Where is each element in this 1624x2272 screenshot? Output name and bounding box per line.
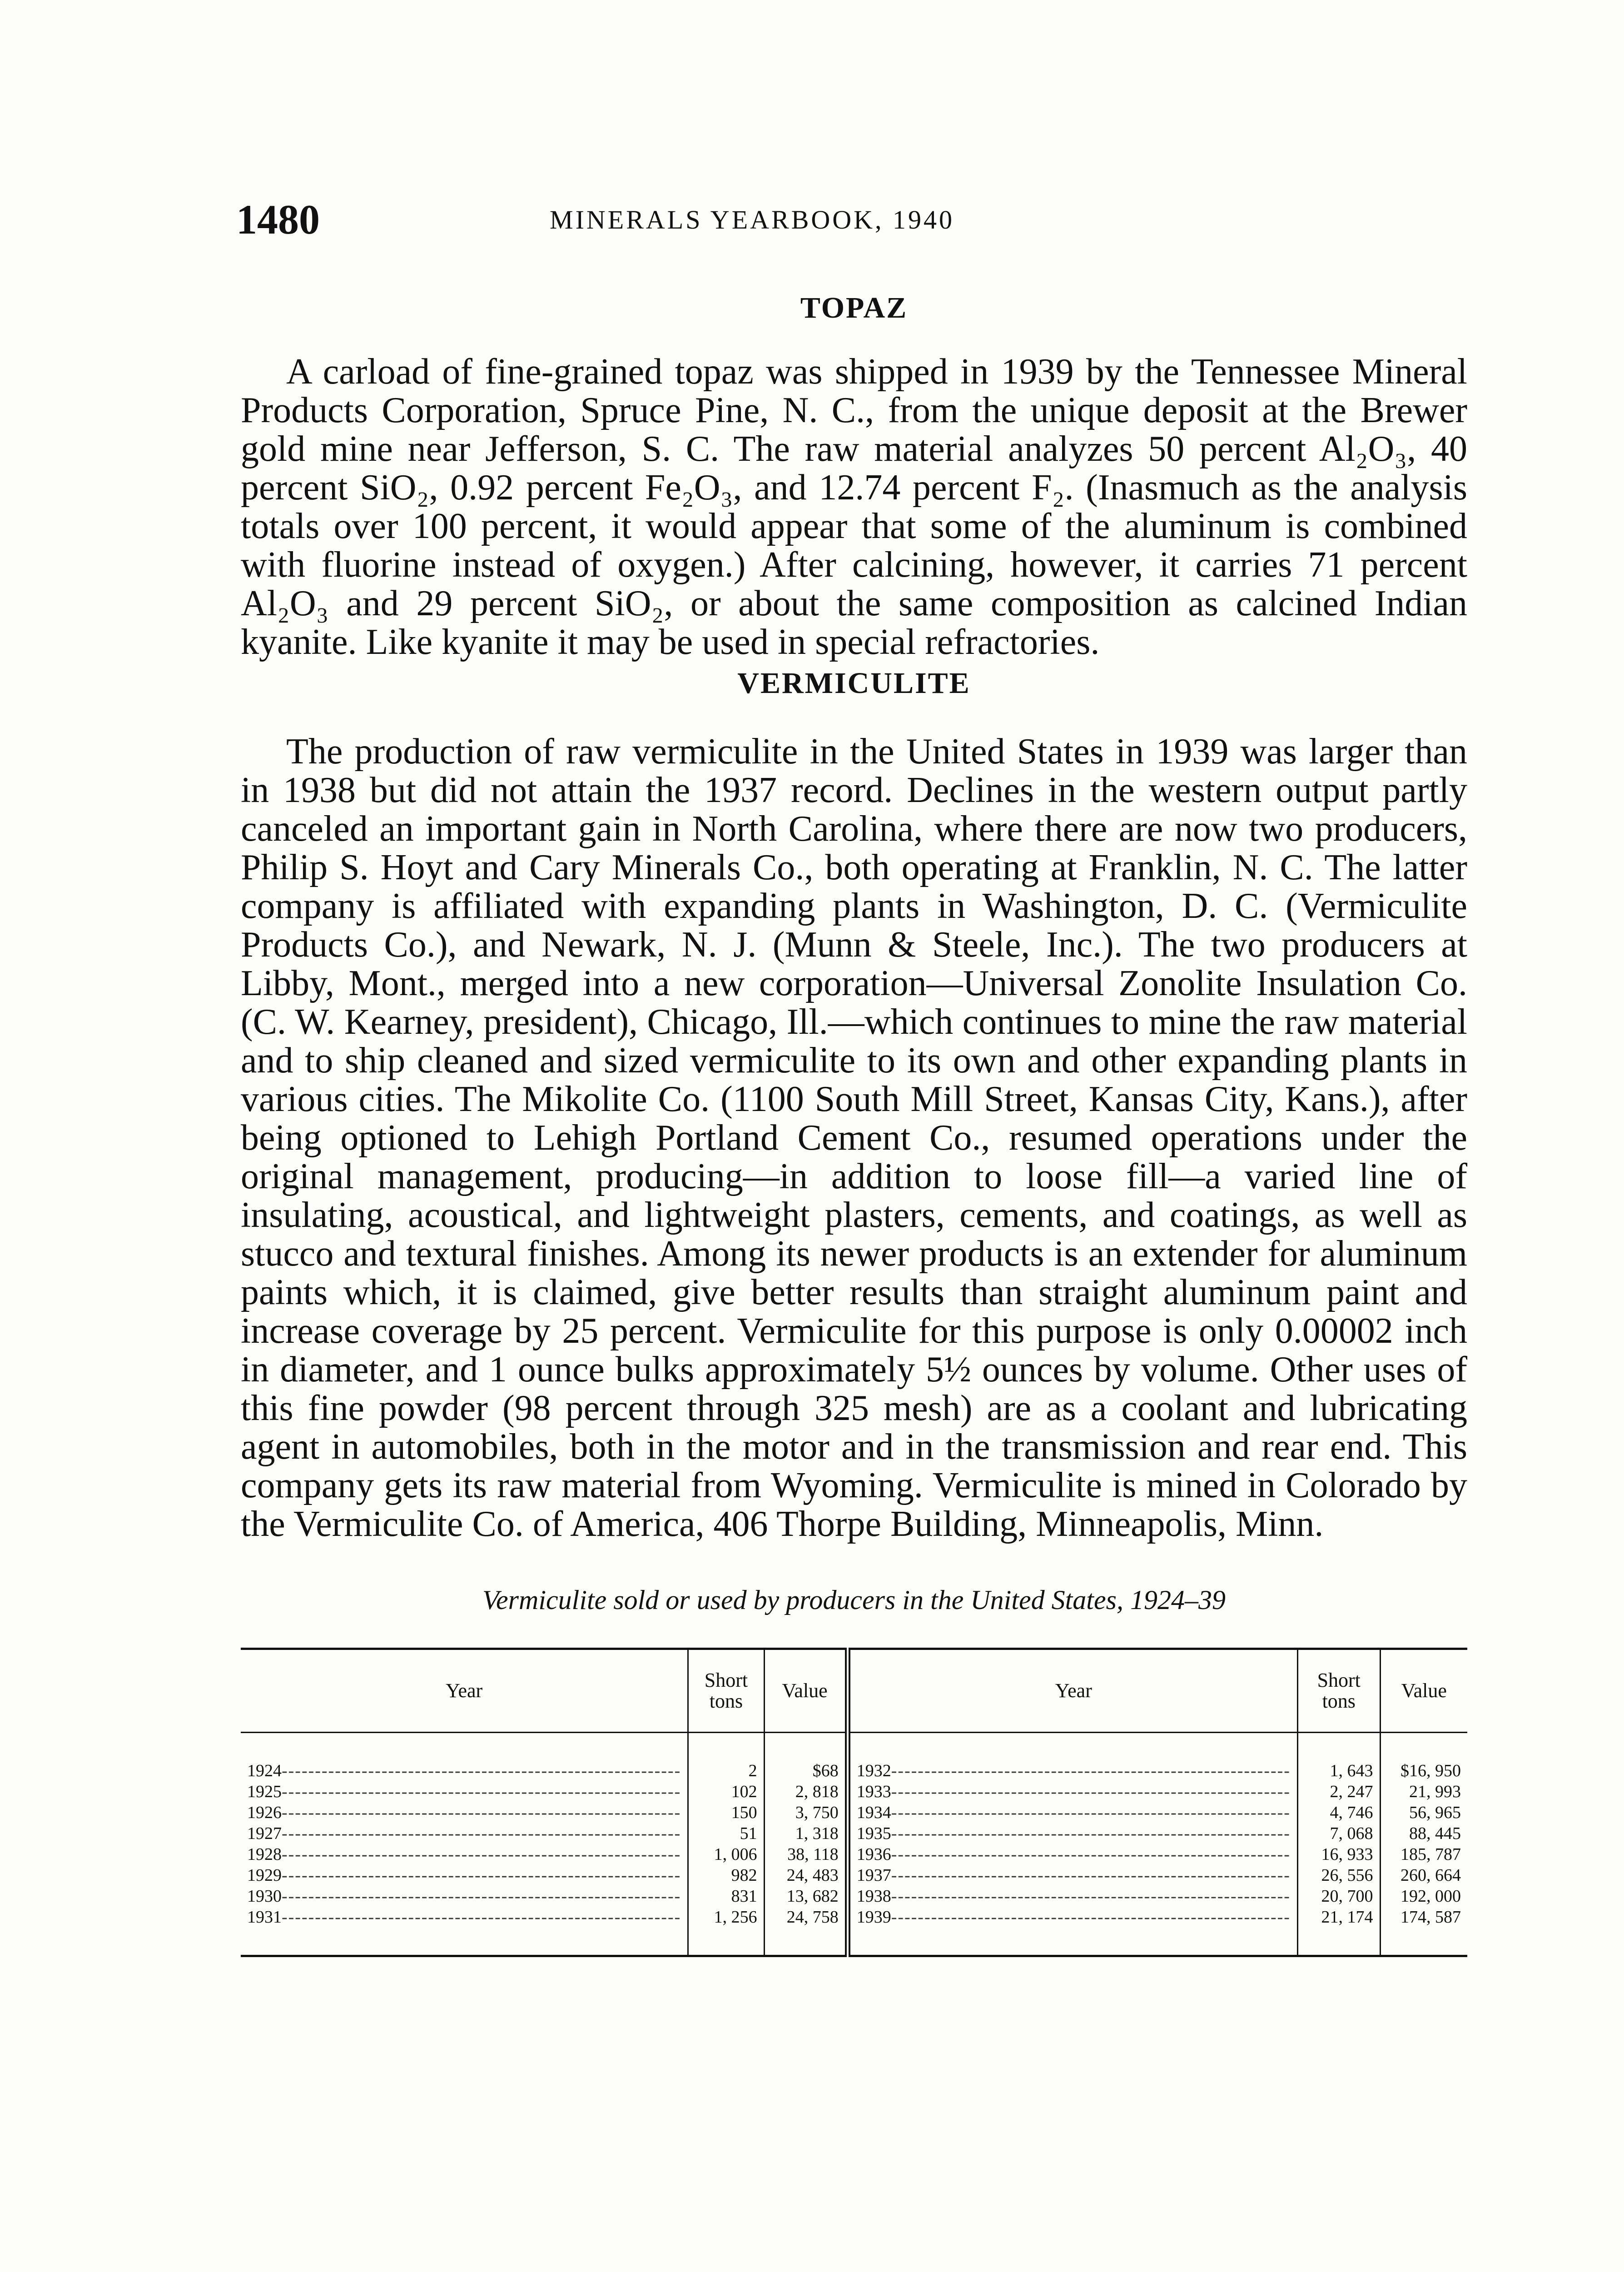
leader-dots: ------------------------------------------------------------ bbox=[891, 1761, 1291, 1780]
value-cell-left-text: $68 bbox=[812, 1761, 839, 1780]
short-tons-cell-right bbox=[1297, 1844, 1380, 1865]
leader-dots: ------------------------------------------------------------ bbox=[891, 1845, 1291, 1864]
value-cell-left-text: 24, 483 bbox=[786, 1866, 839, 1885]
value-cell-left-text: 3, 750 bbox=[795, 1803, 839, 1822]
short-tons-cell-left-text: 150 bbox=[731, 1803, 757, 1822]
year-cell-left bbox=[241, 1865, 688, 1886]
short-tons-cell-left bbox=[688, 1886, 764, 1907]
topaz-heading: TOPAZ bbox=[800, 291, 908, 324]
year-cell-right bbox=[848, 1844, 1298, 1865]
value-cell-left bbox=[764, 1823, 848, 1844]
short-tons-cell-right-text: 20, 700 bbox=[1321, 1887, 1373, 1906]
table-row bbox=[241, 1802, 1467, 1823]
leader-dots: ------------------------------------------------------------ bbox=[282, 1824, 681, 1843]
header-short-tons-left: Short tons bbox=[688, 1649, 764, 1733]
year-cell-left-text: 1930 bbox=[247, 1887, 282, 1906]
table-spacer-row bbox=[241, 1733, 1467, 1761]
year-cell-left-text: 1926 bbox=[247, 1803, 282, 1822]
value-cell-right bbox=[1380, 1886, 1467, 1907]
leader-dots: ------------------------------------------------------------ bbox=[891, 1908, 1291, 1927]
table-caption: Vermiculite sold or used by producers in the United States, 1924–39 bbox=[482, 1585, 1226, 1615]
short-tons-cell-left-text: 831 bbox=[731, 1887, 757, 1906]
short-tons-cell-left bbox=[688, 1823, 764, 1844]
year-cell-left bbox=[241, 1844, 688, 1865]
header-value-left: Value bbox=[764, 1649, 848, 1733]
short-tons-cell-right-text: 2, 247 bbox=[1330, 1782, 1373, 1801]
table-row bbox=[241, 1781, 1467, 1802]
year-cell-right-text: 1935 bbox=[856, 1824, 891, 1843]
running-title: MINERALS YEARBOOK, 1940 bbox=[550, 205, 955, 234]
leader-dots: ------------------------------------------------------------ bbox=[891, 1803, 1291, 1822]
value-cell-right bbox=[1380, 1760, 1467, 1781]
year-cell-right bbox=[848, 1907, 1298, 1928]
header-year-right: Year bbox=[848, 1649, 1298, 1733]
short-tons-cell-left-text: 1, 256 bbox=[714, 1908, 757, 1927]
value-cell-right bbox=[1380, 1781, 1467, 1802]
year-cell-left bbox=[241, 1886, 688, 1907]
value-cell-left bbox=[764, 1781, 848, 1802]
leader-dots: ------------------------------------------------------------ bbox=[891, 1782, 1291, 1801]
value-cell-right-text: 56, 965 bbox=[1409, 1803, 1461, 1822]
year-cell-left-text: 1929 bbox=[247, 1866, 282, 1885]
value-cell-left bbox=[764, 1886, 848, 1907]
year-cell-right-text: 1932 bbox=[856, 1761, 891, 1780]
short-tons-cell-right bbox=[1297, 1886, 1380, 1907]
value-cell-right bbox=[1380, 1802, 1467, 1823]
short-tons-cell-left-text: 102 bbox=[731, 1782, 757, 1801]
short-tons-cell-right-text: 7, 068 bbox=[1330, 1824, 1373, 1843]
leader-dots: ------------------------------------------------------------ bbox=[282, 1908, 681, 1927]
vermiculite-table bbox=[241, 1648, 1467, 1957]
year-cell-left-text: 1925 bbox=[247, 1782, 282, 1801]
value-cell-right-text: 192, 000 bbox=[1401, 1887, 1461, 1906]
value-cell-right-text: 260, 664 bbox=[1401, 1866, 1461, 1885]
short-tons-cell-right-text: 16, 933 bbox=[1321, 1845, 1373, 1864]
value-cell-left-text: 2, 818 bbox=[795, 1782, 839, 1801]
leader-dots: ------------------------------------------------------------ bbox=[282, 1803, 681, 1822]
short-tons-cell-right-text: 1, 643 bbox=[1330, 1761, 1373, 1780]
short-tons-cell-left-text: 2 bbox=[748, 1761, 757, 1780]
value-cell-right-text: 185, 787 bbox=[1401, 1845, 1461, 1864]
table-header-row bbox=[241, 1649, 1467, 1733]
leader-dots: ------------------------------------------------------------ bbox=[282, 1845, 681, 1864]
table-row bbox=[241, 1844, 1467, 1865]
value-cell-right-text: $16, 950 bbox=[1401, 1761, 1461, 1780]
year-cell-right-text: 1937 bbox=[856, 1866, 891, 1885]
year-cell-left-text: 1931 bbox=[247, 1908, 282, 1927]
value-cell-left bbox=[764, 1760, 848, 1781]
value-cell-right bbox=[1380, 1823, 1467, 1844]
year-cell-left bbox=[241, 1907, 688, 1928]
short-tons-cell-left bbox=[688, 1907, 764, 1928]
header-value-right: Value bbox=[1380, 1649, 1467, 1733]
topaz-paragraph: A carload of fine-grained topaz was shipped in 1939 by the Tennessee Mineral Products Corporation, Spruce Pine, N. C., from the unique deposit at the Brewer gold mine near Jefferson, S. C. The raw material analyzes 50 percent Al₂O₃, 40 percent SiO₂, 0.92 percent Fe₂O₃, and 12.74 percent F₂. (Inasmuch as the analysis totals over 100 percent, it would appear that some of the aluminum is combined with fluorine instead of oxygen.) After calcining, however, it carries 71 percent Al₂O₃ and 29 percent SiO₂, or about the same composition as calcined Indian kyanite. Like kyanite it may be used in special refractories. bbox=[241, 352, 1467, 662]
leader-dots: ------------------------------------------------------------ bbox=[891, 1887, 1291, 1906]
short-tons-cell-left-text: 982 bbox=[731, 1866, 757, 1885]
table-row bbox=[241, 1823, 1467, 1844]
leader-dots: ------------------------------------------------------------ bbox=[282, 1782, 681, 1801]
short-tons-cell-left-text: 1, 006 bbox=[714, 1845, 757, 1864]
short-tons-cell-right bbox=[1297, 1865, 1380, 1886]
year-cell-right bbox=[848, 1802, 1298, 1823]
short-tons-cell-right bbox=[1297, 1781, 1380, 1802]
short-tons-cell-right bbox=[1297, 1823, 1380, 1844]
year-cell-left-text: 1928 bbox=[247, 1845, 282, 1864]
year-cell-left-text: 1927 bbox=[247, 1824, 282, 1843]
short-tons-cell-left bbox=[688, 1802, 764, 1823]
vermiculite-heading: VERMICULITE bbox=[737, 667, 971, 700]
value-cell-left-text: 1, 318 bbox=[795, 1824, 839, 1843]
leader-dots: ------------------------------------------------------------ bbox=[282, 1761, 681, 1780]
page-number: 1480 bbox=[236, 196, 320, 243]
value-cell-right bbox=[1380, 1865, 1467, 1886]
year-cell-right bbox=[848, 1781, 1298, 1802]
year-cell-right-text: 1936 bbox=[856, 1845, 891, 1864]
table-end-row bbox=[241, 1928, 1467, 1956]
running-head bbox=[236, 195, 1467, 245]
value-cell-left bbox=[764, 1907, 848, 1928]
header-year-left: Year bbox=[241, 1649, 688, 1733]
year-cell-left bbox=[241, 1802, 688, 1823]
value-cell-right-text: 174, 587 bbox=[1401, 1908, 1461, 1927]
value-cell-left-text: 24, 758 bbox=[786, 1908, 839, 1927]
year-cell-right-text: 1938 bbox=[856, 1887, 891, 1906]
short-tons-cell-right bbox=[1297, 1907, 1380, 1928]
year-cell-right bbox=[848, 1865, 1298, 1886]
table-row bbox=[241, 1886, 1467, 1907]
value-cell-left bbox=[764, 1865, 848, 1886]
value-cell-right-text: 88, 445 bbox=[1409, 1824, 1461, 1843]
year-cell-left-text: 1924 bbox=[247, 1761, 282, 1780]
year-cell-left bbox=[241, 1781, 688, 1802]
short-tons-cell-right-text: 26, 556 bbox=[1321, 1866, 1373, 1885]
year-cell-right bbox=[848, 1823, 1298, 1844]
value-cell-left bbox=[764, 1802, 848, 1823]
year-cell-right bbox=[848, 1760, 1298, 1781]
value-cell-left-text: 13, 682 bbox=[786, 1887, 839, 1906]
vermiculite-paragraph: The production of raw vermiculite in the United States in 1939 was larger than in 1938 but did not attain the 1937 record. Declines in the western output partly canceled an important gain in North Carolina, where there are now two producers, Philip S. Hoyt and Cary Minerals Co., both operating at Franklin, N. C. The latter company is affiliated with expanding plants in Washington, D. C. (Vermiculite Products Co.), and Newark, N. J. (Munn & Steele, Inc.). The two producers at Libby, Mont., merged into a new corporation—Universal Zonolite Insulation Co. (C. W. Kearney, president), Chicago, Ill.—which continues to mine the raw material and to ship cleaned and sized vermiculite to its own and other expanding plants in various cities. The Mikolite Co. (1100 South Mill Street, Kansas City, Kans.), after being optioned to Lehigh Portland Cement Co., resumed operations under the original management, producing—in addition to loose fill—a varied line of insulating, acoustical, and lightweight plasters, cements, and coatings, as well as stucco and textural finishes. Among its newer products is an extender for aluminum paints which, it is claimed, give better results than straight aluminum paint and increase coverage by 25 percent. Vermiculite for this purpose is only 0.00002 inch in diameter, and 1 ounce bulks approximately 5½ ounces by volume. Other uses of this fine powder (98 percent through 325 mesh) are as a coolant and lubricating agent in automobiles, both in the motor and in the transmission and rear end. This company gets its raw material from Wyoming. Vermiculite is mined in Colorado by the Vermiculite Co. of America, 406 Thorpe Building, Minneapolis, Minn. bbox=[241, 732, 1467, 1544]
short-tons-cell-right bbox=[1297, 1760, 1380, 1781]
short-tons-cell-left-text: 51 bbox=[740, 1824, 757, 1843]
short-tons-cell-left bbox=[688, 1781, 764, 1802]
page bbox=[236, 195, 1467, 1957]
short-tons-cell-right bbox=[1297, 1802, 1380, 1823]
table-row bbox=[241, 1907, 1467, 1928]
value-cell-left-text: 38, 118 bbox=[787, 1845, 839, 1864]
year-cell-right-text: 1933 bbox=[856, 1782, 891, 1801]
year-cell-left bbox=[241, 1760, 688, 1781]
value-cell-right bbox=[1380, 1844, 1467, 1865]
short-tons-cell-left bbox=[688, 1865, 764, 1886]
leader-dots: ------------------------------------------------------------ bbox=[891, 1824, 1291, 1843]
header-short-tons-right: Short tons bbox=[1297, 1649, 1380, 1733]
short-tons-cell-left bbox=[688, 1760, 764, 1781]
leader-dots: ------------------------------------------------------------ bbox=[282, 1887, 681, 1906]
short-tons-cell-left bbox=[688, 1844, 764, 1865]
short-tons-cell-right-text: 21, 174 bbox=[1321, 1908, 1373, 1927]
year-cell-left bbox=[241, 1823, 688, 1844]
table-row bbox=[241, 1865, 1467, 1886]
value-cell-right bbox=[1380, 1907, 1467, 1928]
year-cell-right-text: 1939 bbox=[856, 1908, 891, 1927]
year-cell-right-text: 1934 bbox=[856, 1803, 891, 1822]
table-body bbox=[241, 1733, 1467, 1956]
year-cell-right bbox=[848, 1886, 1298, 1907]
table-row bbox=[241, 1760, 1467, 1781]
value-cell-left bbox=[764, 1844, 848, 1865]
leader-dots: ------------------------------------------------------------ bbox=[891, 1866, 1291, 1885]
short-tons-cell-right-text: 4, 746 bbox=[1330, 1803, 1373, 1822]
value-cell-right-text: 21, 993 bbox=[1409, 1782, 1461, 1801]
leader-dots: ------------------------------------------------------------ bbox=[282, 1866, 681, 1885]
